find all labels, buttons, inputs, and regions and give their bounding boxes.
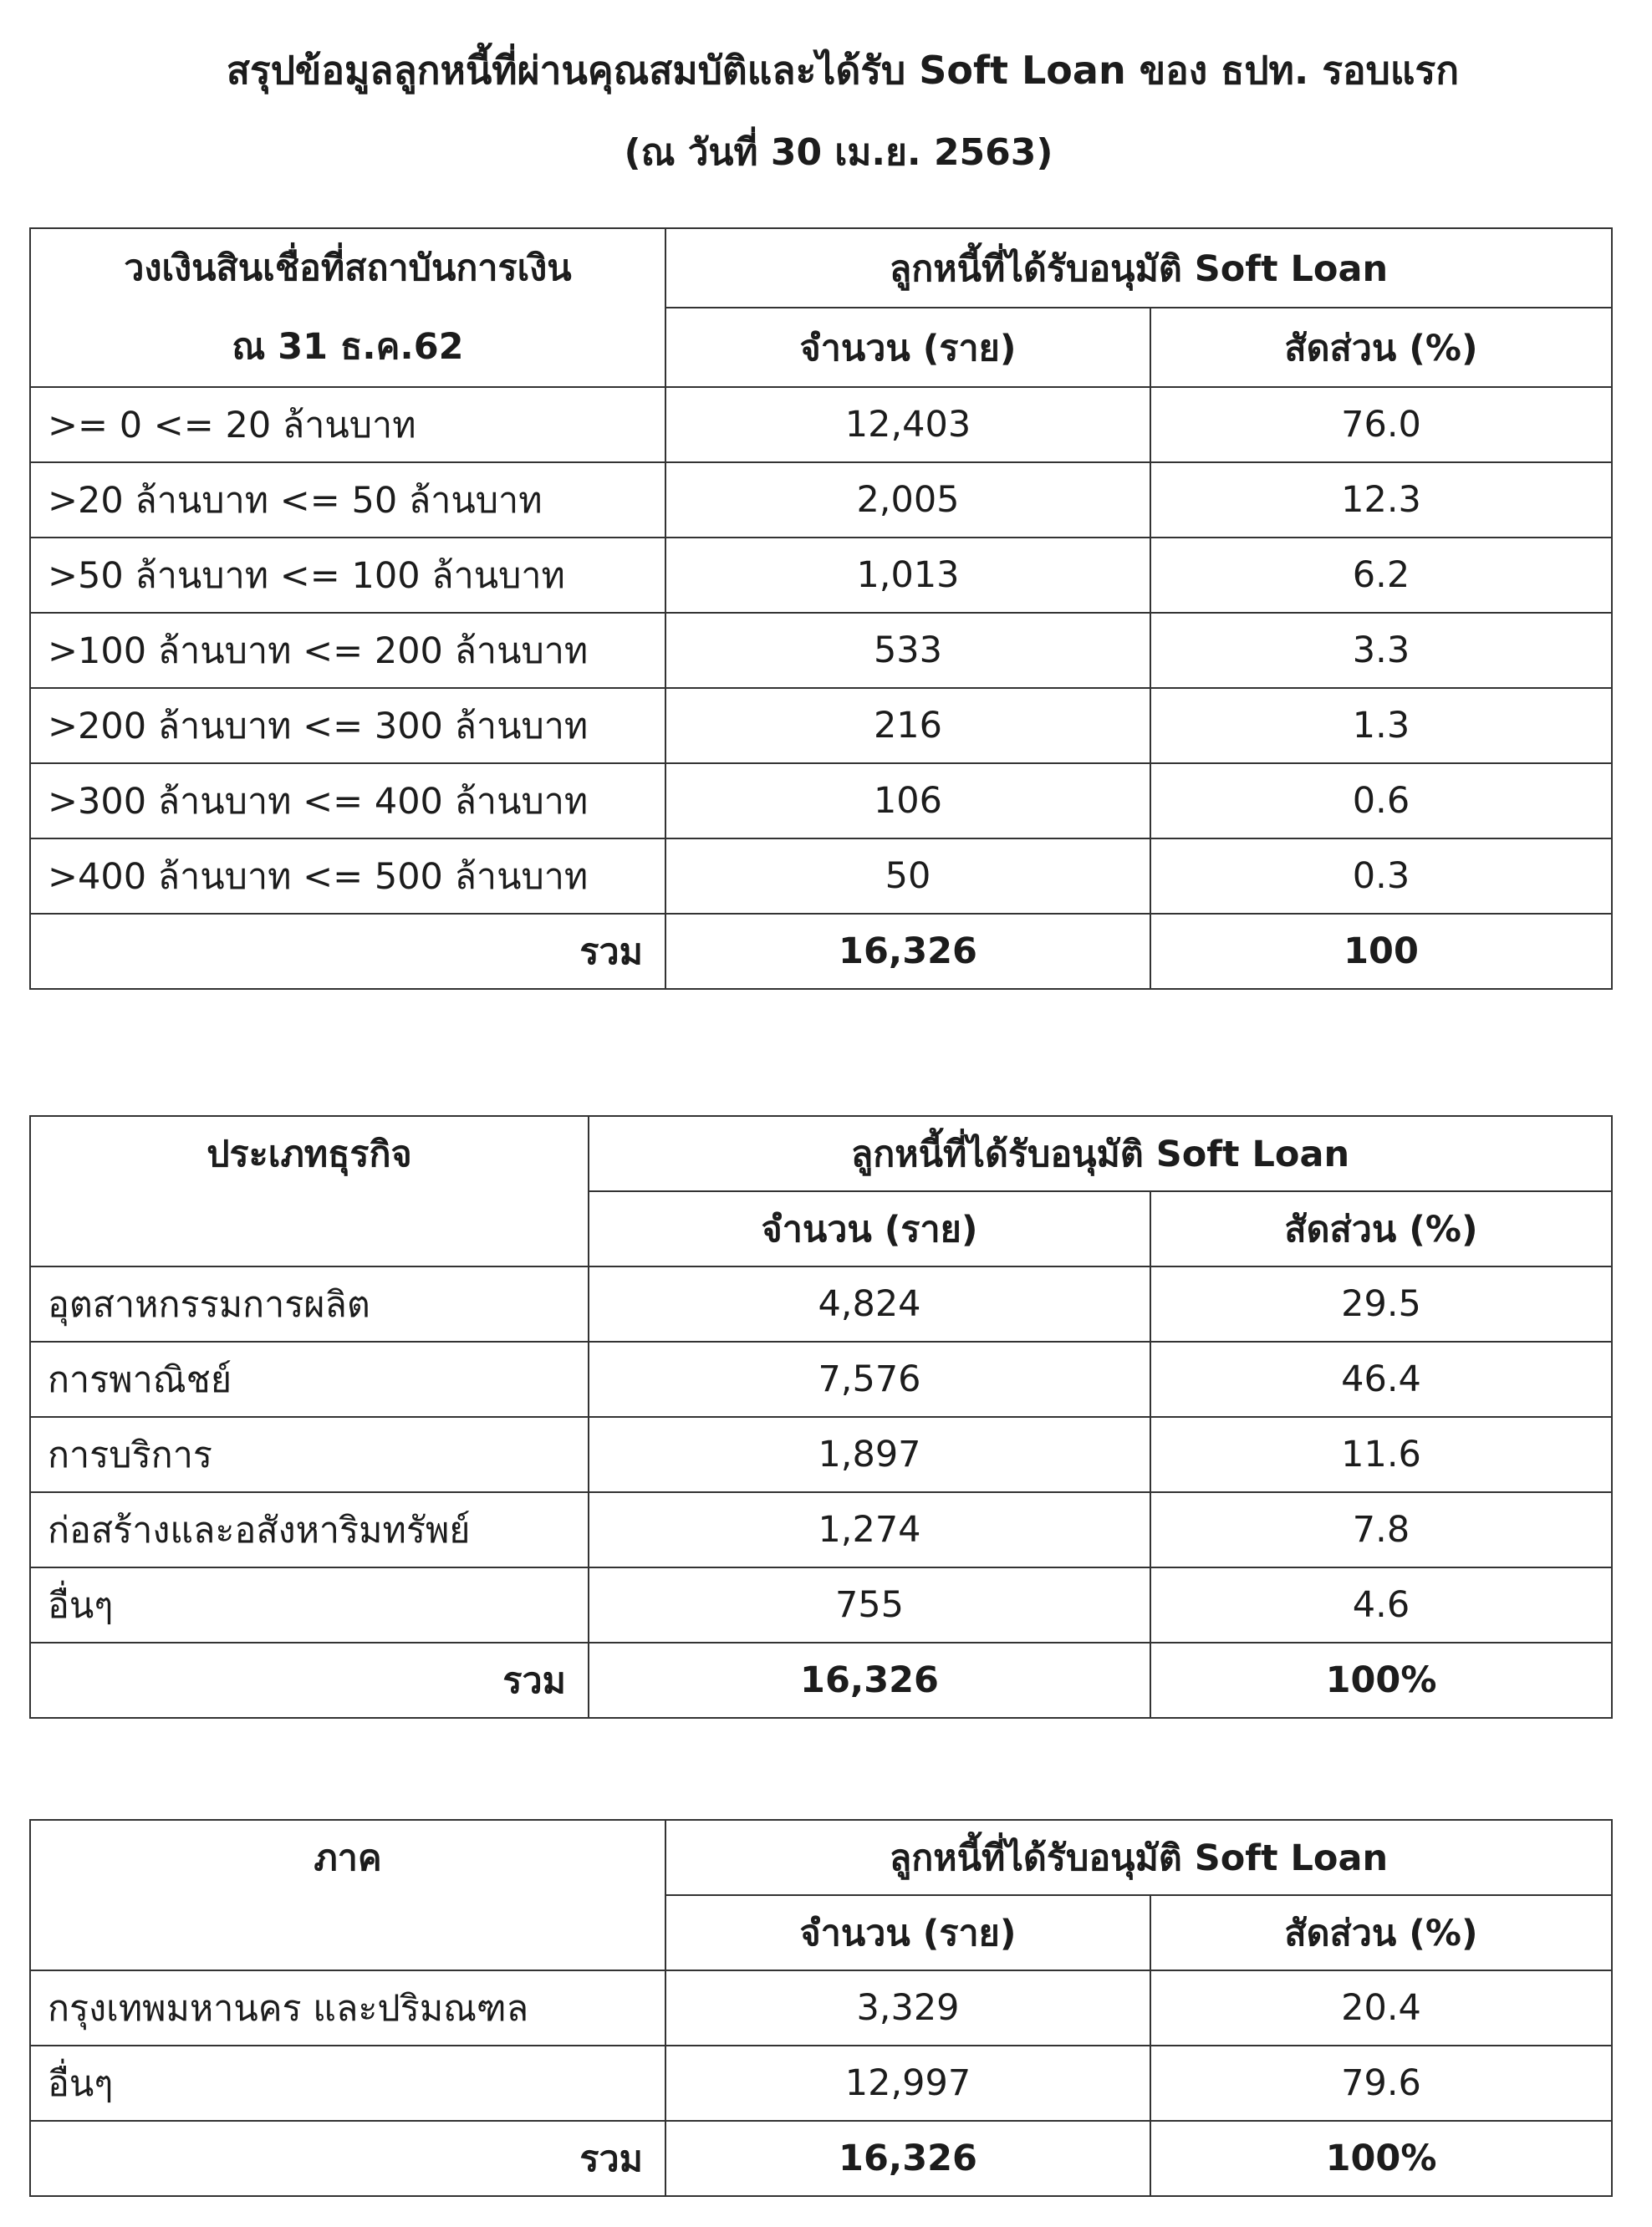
total-label: รวม [30, 2121, 665, 2196]
row-count: 4,824 [589, 1266, 1150, 1342]
soft-loan-group-header: ลูกหนี้ที่ได้รับอนุมัติ Soft Loan [665, 228, 1612, 308]
business-type-table [29, 1115, 1613, 1719]
credit-line-table [29, 227, 1613, 990]
row-label: >50 ล้านบาท <= 100 ล้านบาท [30, 538, 665, 613]
row-label: >400 ล้านบาท <= 500 ล้านบาท [30, 838, 665, 914]
share-column-header: สัดส่วน (%) [1150, 1191, 1612, 1266]
total-label: รวม [30, 1643, 589, 1718]
row-share: 0.3 [1150, 838, 1612, 914]
row-count: 3,329 [665, 1970, 1150, 2046]
row-label: การบริการ [30, 1417, 589, 1492]
total-share: 100 [1150, 914, 1612, 989]
share-column-header: สัดส่วน (%) [1150, 1895, 1612, 1970]
row-count: 7,576 [589, 1342, 1150, 1417]
document-title: สรุปข้อมูลลูกหนี้ที่ผ่านคุณสมบัติและได้รับ Soft Loan ของ ธปท. รอบแรก [226, 48, 1460, 93]
row-count: 50 [665, 838, 1150, 914]
document-date: (ณ วันที่ 30 เม.ย. 2563) [624, 131, 1053, 174]
total-row [30, 1643, 1612, 1718]
row-label: >200 ล้านบาท <= 300 ล้านบาท [30, 688, 665, 763]
row-share: 1.3 [1150, 688, 1612, 763]
table-row [30, 1342, 1612, 1417]
row-label: อื่นๆ [30, 2046, 665, 2121]
region-table [29, 1819, 1613, 2197]
table-row [30, 1567, 1612, 1643]
row-share: 3.3 [1150, 613, 1612, 688]
row-share: 7.8 [1150, 1492, 1612, 1567]
credit-line-header-line2: ณ 31 ธ.ค.62 [232, 326, 464, 368]
row-share: 6.2 [1150, 538, 1612, 613]
row-count: 533 [665, 613, 1150, 688]
region-header: ภาค [30, 1820, 665, 1970]
table-row [30, 1266, 1612, 1342]
row-share: 20.4 [1150, 1970, 1612, 2046]
row-label: ก่อสร้างและอสังหาริมทรัพย์ [30, 1492, 589, 1567]
count-column-header: จำนวน (ราย) [665, 1895, 1150, 1970]
table-header-row [30, 228, 1612, 308]
table-row [30, 2046, 1612, 2121]
table-row [30, 462, 1612, 538]
row-label: >300 ล้านบาท <= 400 ล้านบาท [30, 763, 665, 838]
business-type-header: ประเภทธุรกิจ [30, 1116, 589, 1266]
row-label: อื่นๆ [30, 1567, 589, 1643]
row-count: 755 [589, 1567, 1150, 1643]
total-row [30, 2121, 1612, 2196]
total-count: 16,326 [665, 914, 1150, 989]
total-label: รวม [30, 914, 665, 989]
count-column-header: จำนวน (ราย) [665, 308, 1150, 387]
table-row [30, 1970, 1612, 2046]
row-share: 29.5 [1150, 1266, 1612, 1342]
table-row [30, 538, 1612, 613]
row-share: 12.3 [1150, 462, 1612, 538]
table-row [30, 613, 1612, 688]
table-row [30, 1417, 1612, 1492]
table-row [30, 1492, 1612, 1567]
row-count: 1,013 [665, 538, 1150, 613]
row-share: 4.6 [1150, 1567, 1612, 1643]
row-count: 106 [665, 763, 1150, 838]
table-header-row [30, 1116, 1612, 1191]
total-row [30, 914, 1612, 989]
row-label: >20 ล้านบาท <= 50 ล้านบาท [30, 462, 665, 538]
total-share: 100% [1150, 2121, 1612, 2196]
row-label: อุตสาหกรรมการผลิต [30, 1266, 589, 1342]
row-count: 12,997 [665, 2046, 1150, 2121]
table-row [30, 387, 1612, 462]
row-count: 1,274 [589, 1492, 1150, 1567]
count-column-header: จำนวน (ราย) [589, 1191, 1150, 1266]
row-label: >100 ล้านบาท <= 200 ล้านบาท [30, 613, 665, 688]
table-row [30, 688, 1612, 763]
row-share: 0.6 [1150, 763, 1612, 838]
total-count: 16,326 [589, 1643, 1150, 1718]
row-label: กรุงเทพมหานคร และปริมณฑล [30, 1970, 665, 2046]
total-share: 100% [1150, 1643, 1612, 1718]
row-count: 12,403 [665, 387, 1150, 462]
row-share: 11.6 [1150, 1417, 1612, 1492]
row-count: 216 [665, 688, 1150, 763]
soft-loan-group-header: ลูกหนี้ที่ได้รับอนุมัติ Soft Loan [665, 1820, 1612, 1895]
row-share: 79.6 [1150, 2046, 1612, 2121]
row-label: การพาณิชย์ [30, 1342, 589, 1417]
row-count: 1,897 [589, 1417, 1150, 1492]
credit-line-header-line1: วงเงินสินเชื่อที่สถาบันการเงิน [124, 247, 572, 289]
table-row [30, 838, 1612, 914]
credit-line-header-cell [30, 228, 665, 387]
row-share: 46.4 [1150, 1342, 1612, 1417]
total-count: 16,326 [665, 2121, 1150, 2196]
soft-loan-group-header: ลูกหนี้ที่ได้รับอนุมัติ Soft Loan [589, 1116, 1612, 1191]
row-count: 2,005 [665, 462, 1150, 538]
table-header-row [30, 1820, 1612, 1895]
row-share: 76.0 [1150, 387, 1612, 462]
row-label: >= 0 <= 20 ล้านบาท [30, 387, 665, 462]
table-row [30, 763, 1612, 838]
share-column-header: สัดส่วน (%) [1150, 308, 1612, 387]
